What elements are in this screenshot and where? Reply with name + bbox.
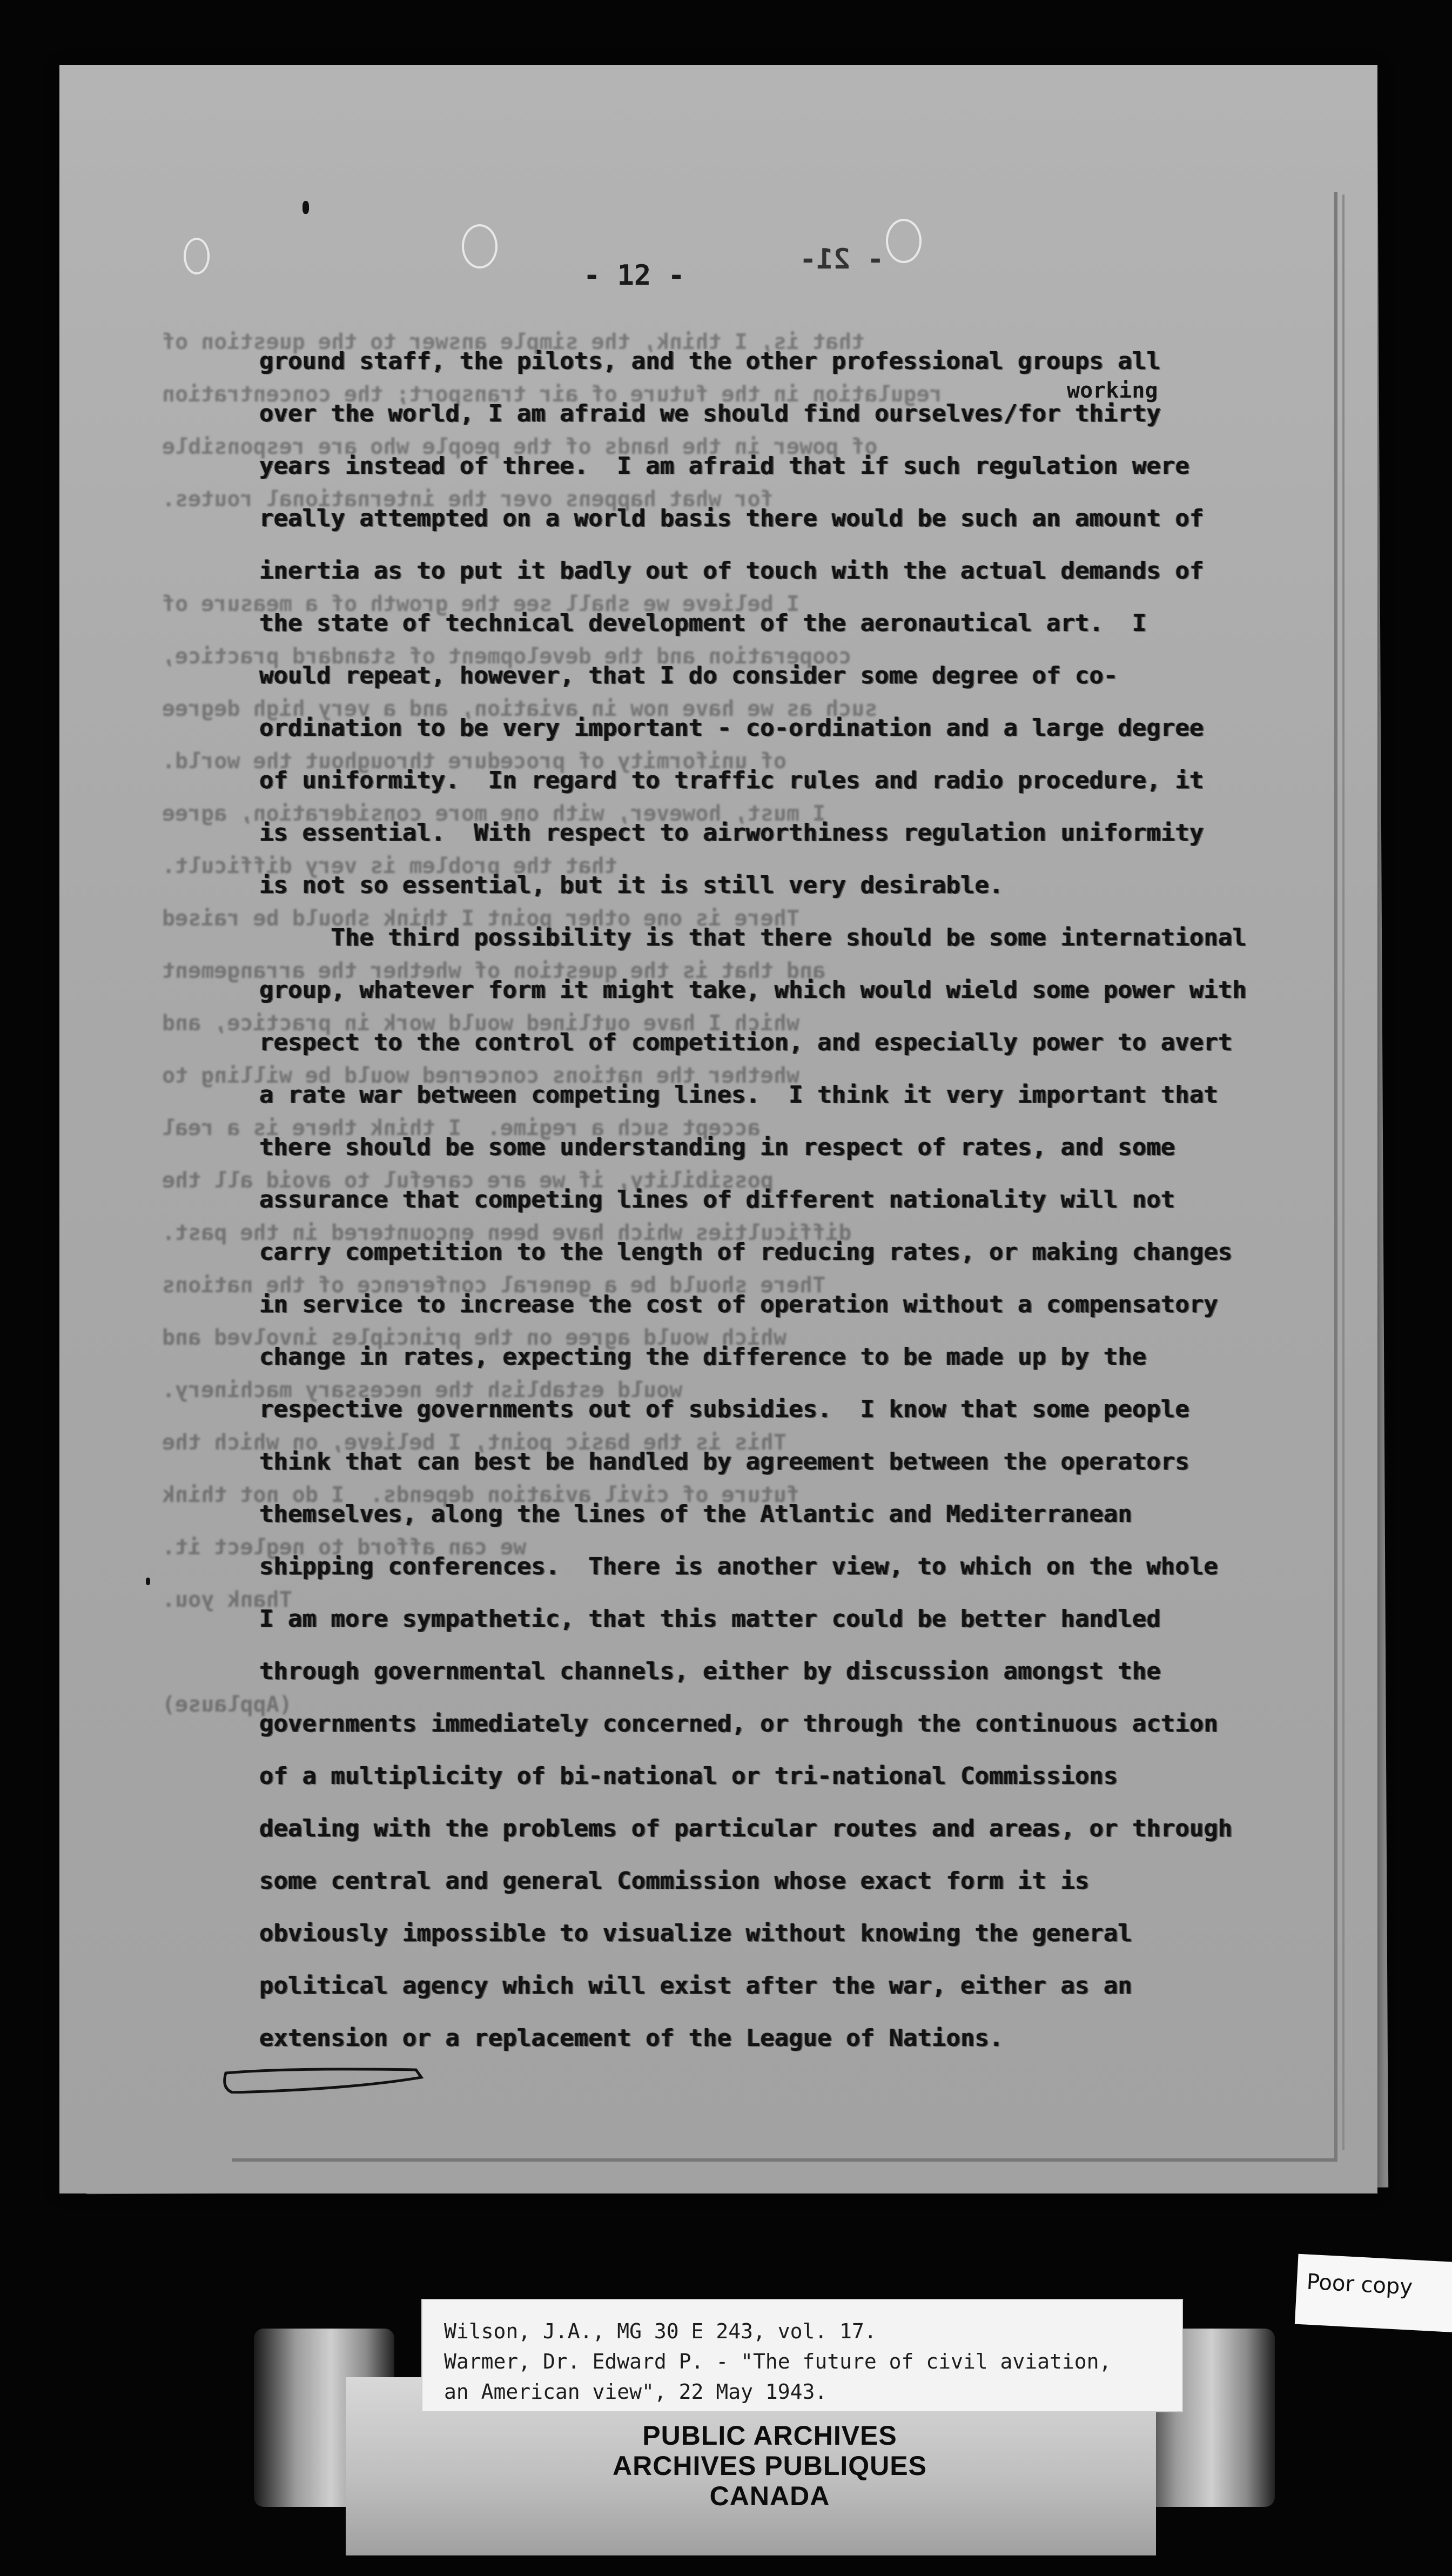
text-line: a rate war between competing lines. I think it very important that (259, 1081, 1218, 1109)
bleed-through-line: future of civil aviation depends. I do not think (162, 1482, 800, 1507)
bleed-through-line: and that is the question of whether the arrangement (162, 958, 826, 983)
bleed-through-line: whether the nations concerned would be willing to (162, 1063, 800, 1088)
archives-line: CANADA (709, 2481, 830, 2511)
text-line: group, whatever form it might take, which would wield some power with (259, 976, 1247, 1004)
bleed-through-line: There should be a general conference of the nations (162, 1273, 904, 1298)
bleed-through-line: that is, I think, the simple answer to the question of (162, 330, 865, 354)
text-line: the state of technical development of the aeronautical art. I (259, 609, 1147, 637)
bleed-through-line: of power in the hands of the people who are responsible (162, 434, 878, 459)
citation-line: Warmer, Dr. Edward P. - "The future of civil aviation, (444, 2350, 1112, 2373)
text-line: assurance that competing lines of different nationality will not (259, 1186, 1175, 1213)
text-line: themselves, along the lines of the Atlantic and Mediterranean (259, 1500, 1132, 1528)
text-line: over the world, I am afraid we should find ourselves/for thirty (259, 400, 1161, 427)
text-line: through governmental channels, either by discussion amongst the (259, 1658, 1161, 1685)
text-line: political agency which will exist after the war, either as an (259, 1972, 1132, 2000)
text-line: The third possibility is that there should be some international (259, 924, 1247, 951)
text-line: extension or a replacement of the League of Nations. (259, 2024, 1004, 2052)
bleed-through-line: regulation in the future of air transport; the concentration (162, 382, 943, 407)
text-line: change in rates, expecting the difference to be made up by the (259, 1343, 1147, 1371)
handwritten-underline (221, 2061, 427, 2094)
archives-stamp (459, 2420, 1080, 2511)
text-line: ordination to be very important - co-ordination and a large degree (259, 714, 1204, 742)
archives-line: ARCHIVES PUBLIQUES (613, 2451, 927, 2481)
text-line: would repeat, however, that I do consider some degree of co- (259, 662, 1118, 689)
poor-copy-note: Poor copy (1295, 2254, 1452, 2333)
text-line: inertia as to put it badly out of touch with the actual demands of (259, 557, 1204, 585)
text-line: obviously impossible to visualize without knowing the general (259, 1920, 1132, 1947)
text-line: of a multiplicity of bi-national or tri-national Commissions (259, 1762, 1118, 1790)
bleed-through-line: cooperation and the development of standard practice, (162, 644, 852, 669)
text-line: dealing with the problems of particular routes and areas, or through (259, 1815, 1233, 1842)
text-line: think that can best be handled by agreement between the operators (259, 1448, 1189, 1475)
bleed-through-line: of uniformity of procedure throughout the world. (162, 749, 786, 774)
bleed-through-line: that the problem is very difficult. (162, 854, 617, 878)
bleed-through-line: for what happens over the international routes. (162, 487, 774, 512)
text-line: there should be some understanding in respect of rates, and some (259, 1133, 1175, 1161)
citation-line: an American view", 22 May 1943. (444, 2380, 828, 2404)
text-line: years instead of three. I am afraid that if such regulation were (259, 452, 1189, 480)
bleed-through-line: which would agree on the principles involved and (162, 1325, 786, 1350)
text-line: ground staff, the pilots, and the other professional groups all (259, 347, 1161, 375)
text-line: some central and general Commission whose exact form it is (259, 1867, 1090, 1895)
bleed-through-line: such as we have now in aviation, and a very high degree (162, 696, 878, 721)
text-line: respective governments out of subsidies. I know that some people (259, 1396, 1189, 1423)
bleed-through-line: would establish the necessary machinery. (162, 1378, 683, 1403)
bleed-through-line: This is the basic point, I believe, on which the (162, 1430, 865, 1455)
bleed-through-line: possibility, if we are careful to avoid all the (162, 1168, 774, 1193)
bleed-through-line: accept such a regime. I think there is a real (162, 1116, 761, 1141)
text-line: governments immediately concerned, or through the continuous action (259, 1710, 1218, 1738)
inserted-word: working (1067, 378, 1158, 403)
document-body (259, 335, 1340, 2064)
bleed-through-line: There is one other point I think should be raised (162, 906, 878, 931)
text-line: shipping conferences. There is another view, to which on the whole (259, 1553, 1218, 1580)
text-line: respect to the control of competition, and especially power to avert (259, 1029, 1233, 1056)
text-line: in service to increase the cost of operation without a compensatory (259, 1291, 1218, 1318)
stray-mark (146, 1578, 150, 1585)
bleed-through-page-number: - 21- (799, 243, 884, 276)
page-number: - 12 - (583, 259, 685, 292)
text-line: is essential. With respect to airworthiness regulation uniformity (259, 819, 1204, 847)
stray-mark (302, 201, 309, 214)
bleed-through-line: (Applause) (162, 1692, 371, 1717)
bleed-through-line: difficulties which have been encountered in the past. (162, 1220, 852, 1245)
punch-hole-icon (462, 224, 498, 269)
text-line: carry competition to the length of reducing rates, or making changes (259, 1238, 1233, 1266)
text-line: of uniformity. In regard to traffic rules and radio procedure, it (259, 767, 1204, 794)
bleed-through-line: Thank you. (162, 1587, 371, 1612)
text-line: really attempted on a world basis there would be such an amount of (259, 505, 1204, 532)
bleed-through-line: I believe we shall see the growth of a measure of (162, 592, 878, 616)
punch-hole-icon (184, 238, 210, 274)
text-line: I am more sympathetic, that this matter could be better handled (259, 1605, 1161, 1633)
archive-citation-label (421, 2299, 1183, 2412)
bleed-through-line: which I have outlined would work in practice, and (162, 1011, 800, 1036)
archives-line: PUBLIC ARCHIVES (642, 2420, 897, 2451)
citation-line: Wilson, J.A., MG 30 E 243, vol. 17. (444, 2319, 877, 2343)
bleed-through-line: I must, however, with one more consideration, agree (162, 801, 904, 826)
text-line: is not so essential, but it is still very desirable. (259, 871, 1004, 899)
bleed-through-line: we can afford to neglect it. (162, 1535, 527, 1560)
punch-hole-icon (886, 219, 922, 263)
